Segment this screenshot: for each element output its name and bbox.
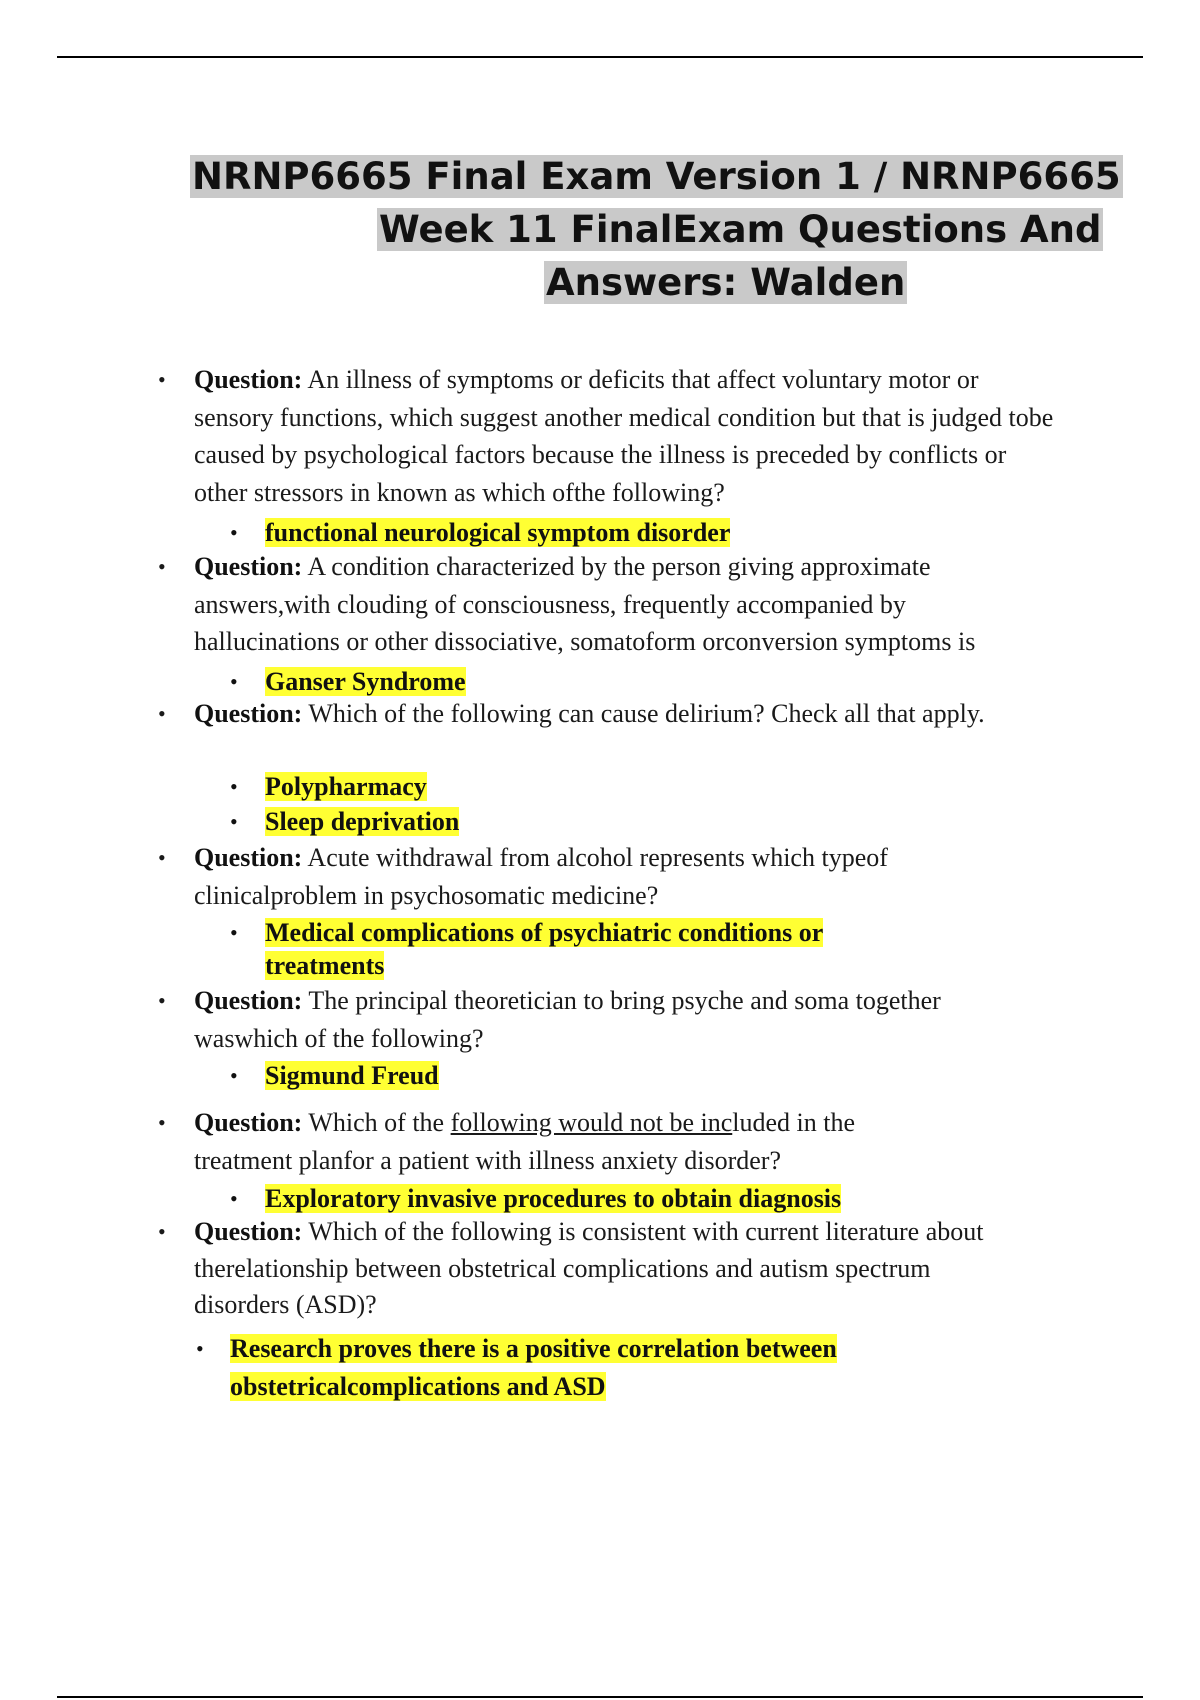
question-label: Question: (194, 699, 303, 728)
bullet-icon: • (230, 669, 238, 694)
question-label: Question: (194, 552, 303, 581)
question-item (158, 839, 994, 914)
bullet-icon: • (230, 809, 238, 834)
top-rule (57, 56, 1143, 58)
answer-item (230, 805, 1025, 838)
bullet-icon: • (230, 1186, 238, 1211)
document-title (180, 150, 1121, 309)
answer-text: Medical complications of psychiatric conditions or treatments (265, 918, 824, 980)
question-item (158, 982, 954, 1057)
question-text: The principal theoretician to bring psyche and soma together waswhich of the following? (194, 986, 941, 1053)
question-item (158, 548, 1054, 661)
question-label: Question: (194, 843, 303, 872)
answer-text: Polypharmacy (265, 772, 427, 801)
answer-item (230, 1182, 1025, 1215)
question-text-underlined: following would not be inc (450, 1108, 733, 1137)
bullet-icon: • (230, 920, 238, 945)
question-text: A condition characterized by the person giving approximate answers,with clouding of consciousness, frequently accompanied by hallucinations or other dissociative, somatoform orconversion symptoms is (194, 552, 976, 656)
title-line-3: Answers: Walden (546, 261, 906, 304)
bullet-icon: • (158, 845, 166, 870)
question-item (158, 697, 994, 731)
bullet-icon: • (230, 1063, 238, 1088)
answer-text: Sleep deprivation (265, 807, 460, 836)
answer-item (230, 665, 1025, 698)
question-text: An illness of symptoms or deficits that affect voluntary motor or sensory functions, which suggest another medical condition but that is judged tobe caused by psychological factors because the illness is preceded by conflicts or other stressors in known as which ofthe following? (194, 365, 1054, 507)
bullet-icon: • (158, 1219, 166, 1244)
answer-text: Ganser Syndrome (265, 667, 466, 696)
question-text: Acute withdrawal from alcohol represents which typeof clinicalproblem in psychosomatic medicine? (194, 843, 888, 910)
answer-text: functional neurological symptom disorder (265, 518, 731, 547)
title-line-2: Week 11 FinalExam Questions And (379, 208, 1102, 251)
answer-text: Sigmund Freud (265, 1061, 439, 1090)
bullet-icon: • (230, 520, 238, 545)
question-label: Question: (194, 986, 303, 1015)
bullet-icon: • (158, 554, 166, 579)
question-text-start: Which of the (308, 1108, 451, 1137)
question-item (158, 1104, 954, 1179)
question-text: Which of the following is consistent with current literature about therelationship between obstetrical complications and autism spectrum disorders (ASD)? (194, 1217, 984, 1319)
answer-item (196, 1330, 900, 1406)
bullet-icon: • (158, 701, 166, 726)
question-text-end: luded in the treatment planfor a patient with illness anxiety disorder? (194, 1108, 856, 1175)
question-label: Question: (194, 1217, 303, 1246)
bullet-icon: • (158, 988, 166, 1013)
answer-item (230, 916, 905, 982)
question-text: Which of the following can cause delirium? Check all that apply. (308, 699, 985, 728)
question-item (158, 361, 1064, 511)
bullet-icon: • (230, 774, 238, 799)
bullet-icon: • (158, 1110, 166, 1135)
answer-item (230, 1059, 1025, 1092)
title-line-1: NRNP6665 Final Exam Version 1 / NRNP6665 (192, 155, 1121, 198)
answer-item (230, 770, 1025, 803)
question-item (158, 1214, 994, 1324)
answer-text: Exploratory invasive procedures to obtain diagnosis (265, 1184, 842, 1213)
answer-text: Research proves there is a positive correlation between obstetricalcomplications and ASD (230, 1334, 837, 1401)
question-label: Question: (194, 365, 303, 394)
bullet-icon: • (196, 1336, 204, 1361)
bottom-rule (57, 1696, 1143, 1698)
bullet-icon: • (158, 367, 166, 392)
question-label: Question: (194, 1108, 303, 1137)
answer-item (230, 516, 1025, 549)
